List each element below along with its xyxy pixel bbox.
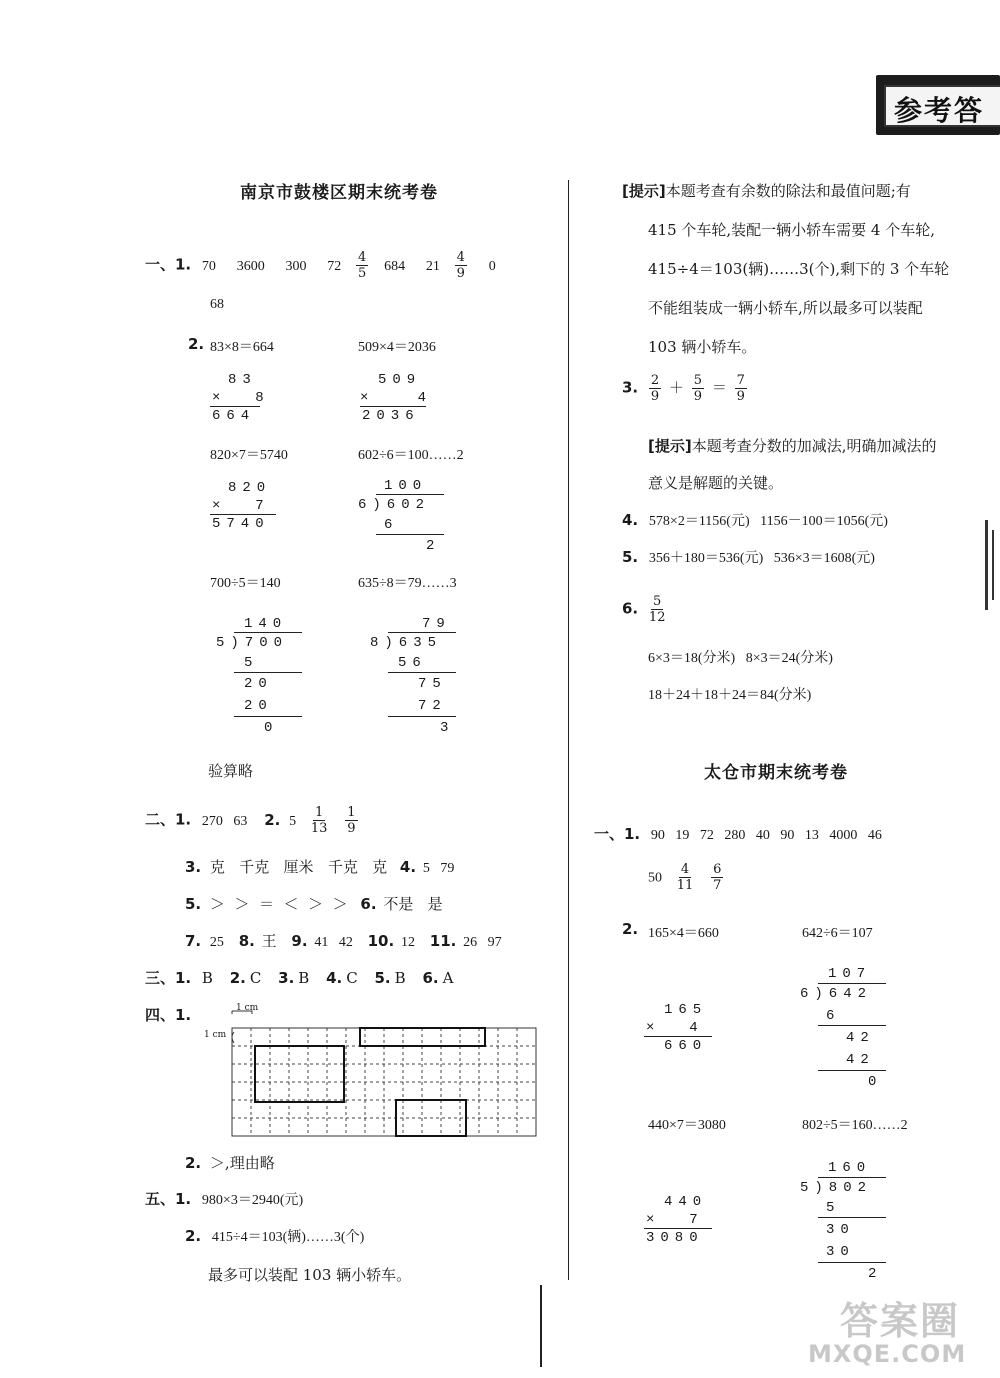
calc-line: 440	[664, 1194, 708, 1210]
tip-line: 415÷4＝103(辆)……3(个),剩下的 3 个车轮	[648, 260, 950, 278]
calc-rule	[818, 1177, 886, 1178]
calc-line: 20	[244, 676, 273, 692]
calc-line: × 7	[212, 498, 270, 514]
tip-line: [提示]本题考查有余数的除法和最值问题;有	[622, 182, 911, 200]
question-label: 2.	[622, 920, 639, 938]
calc-line: 160	[828, 1160, 872, 1176]
equation: 802÷5＝160……2	[802, 1118, 908, 1133]
equation: 700÷5＝140	[210, 576, 281, 591]
calc-line: 5)700	[216, 635, 289, 651]
question-label: 2.	[188, 335, 205, 353]
equation: 509×4＝2036	[358, 340, 436, 355]
calc-line: 72	[418, 698, 447, 714]
watermark-logo: 答案圈	[840, 1299, 961, 1343]
calc-line: 165	[664, 1002, 708, 1018]
question-6: 6. $\frac{5}{12}$	[622, 594, 666, 625]
fraction: $\frac{4}{11}$	[676, 862, 694, 893]
answer-text: 6×3＝18(分米) 8×3＝24(分米)	[648, 651, 833, 666]
calc-line: 509	[378, 372, 422, 388]
exam-title: 太仓市期末统考卷	[704, 763, 848, 783]
section-4-q2: 2. ＞,理由略	[185, 1154, 275, 1172]
page-fold-mark	[540, 1285, 542, 1367]
calc-rule	[644, 1228, 712, 1229]
calc-line: 2	[868, 1266, 883, 1282]
calc-rule	[818, 1070, 886, 1071]
calc-line: 0	[264, 720, 279, 736]
fraction: $\frac{7}{9}$	[736, 373, 745, 404]
tip-line: 103 辆小轿车。	[648, 338, 757, 356]
calc-rule	[818, 1217, 886, 1218]
section-2-q5: 5. ＞ ＞ ＝ ＜ ＞ ＞ 6. 不是 是	[185, 895, 443, 913]
calc-rule	[234, 672, 302, 673]
calc-line: 79	[422, 616, 451, 632]
section-5-q1: 五、1. 980×3＝2940(元)	[145, 1190, 304, 1208]
grid-scale-label: 1 cm	[236, 1003, 259, 1013]
column-divider	[568, 180, 569, 1280]
calc-rule	[234, 632, 302, 633]
equation: 440×7＝3080	[648, 1118, 726, 1133]
section-2-q3: 3. 克 千克 厘米 千克 克 4. 5 79	[185, 858, 455, 876]
question-5: 5. 356＋180＝536(元) 536×3＝1608(元)	[622, 548, 875, 566]
calc-line: 2036	[362, 408, 420, 424]
tip-line: 不能组装成一辆小轿车,所以最多可以装配	[648, 299, 923, 317]
calc-line: 6	[384, 517, 399, 533]
calc-line: 2	[426, 538, 441, 554]
calc-line: 5)802	[800, 1180, 873, 1196]
section-1-q1: 一、1. 90 19 72 280 40 90 13 4000 46	[594, 825, 882, 843]
tip-line: [提示]本题考查分数的加减法,明确加减法的	[648, 437, 937, 455]
fraction: $\frac{5}{12}$	[648, 594, 666, 625]
question-label: 四、1.	[145, 1006, 192, 1024]
question-4: 4. 578×2＝1156(元) 1156－100＝1056(元)	[622, 511, 888, 529]
section-3: 三、1. B 2. C 3. B 4. C 5. B 6. A	[145, 969, 454, 987]
page-edge-mark	[985, 520, 988, 610]
fraction: $\frac{6}{7}$	[713, 862, 722, 893]
calc-rule	[644, 1036, 712, 1037]
calc-line: 100	[384, 478, 428, 494]
calc-line: 42	[846, 1052, 875, 1068]
question-3: 3. $\frac{2}{9}$ ＋ $\frac{5}{9}$ ＝ $\frac{7}{9}$	[622, 373, 745, 404]
equation: 602÷6＝100……2	[358, 448, 464, 463]
fraction: $\frac{5}{9}$	[693, 373, 703, 404]
fraction: $\frac{1}{9}$	[347, 805, 356, 836]
section-2-q7: 7. 25 8. 王 9. 41 42 10. 12 11. 26 97	[185, 932, 502, 950]
section-5-q2: 2. 415÷4＝103(辆)……3(个)	[185, 1227, 365, 1245]
calc-line: 5	[244, 655, 259, 671]
calc-line: 0	[868, 1074, 883, 1090]
calc-line: 83	[228, 372, 257, 388]
calc-line: 140	[244, 616, 288, 632]
fraction: $\frac{4}{9}$	[456, 250, 465, 281]
calc-rule	[388, 716, 456, 717]
fraction: $\frac{1}{13}$	[310, 805, 328, 836]
section-1-q1-cont: 50 $\frac{4}{11}$ $\frac{6}{7}$	[648, 862, 722, 893]
calc-line: 8)635	[370, 635, 443, 651]
exam-title: 南京市鼓楼区期末统考卷	[240, 183, 438, 203]
calc-rule	[388, 632, 456, 633]
grid-scale-label: 1 cm	[204, 1030, 227, 1040]
calc-line: 42	[846, 1030, 875, 1046]
fraction: $\frac{4}{5}$	[358, 250, 367, 281]
calc-rule	[234, 716, 302, 717]
calc-line: 30	[826, 1222, 855, 1238]
calc-rule	[388, 672, 456, 673]
calc-rule	[210, 406, 260, 407]
calc-rule	[818, 1262, 886, 1263]
calc-line: 75	[418, 676, 447, 692]
calc-line: × 7	[646, 1212, 704, 1228]
fraction: $\frac{2}{9}$	[650, 373, 660, 404]
grid-drawing	[220, 1010, 550, 1140]
answer-text: 最多可以装配 103 辆小轿车。	[208, 1266, 412, 1284]
section-2-q1: 二、1. 270 63 2. 5 $\frac{1}{13}$ $\frac{1}{9}$	[145, 805, 356, 836]
calc-line: 5740	[212, 516, 270, 532]
calc-line: × 4	[360, 390, 433, 406]
equation: 165×4＝660	[648, 926, 719, 941]
calc-line: 20	[244, 698, 273, 714]
calc-rule	[376, 534, 444, 535]
calc-rule	[360, 406, 426, 407]
calc-rule	[376, 494, 444, 495]
calc-line: 6)642	[800, 986, 873, 1002]
calc-line: 107	[828, 966, 872, 982]
calc-rule	[818, 983, 886, 984]
calc-line: 6)602	[358, 497, 431, 513]
calc-line: 56	[398, 655, 427, 671]
calc-line: × 8	[212, 390, 270, 406]
tip-line: 意义是解题的关键。	[648, 474, 784, 492]
calc-line: 30	[826, 1244, 855, 1260]
calc-line: 5	[826, 1200, 841, 1216]
answer-text: 68	[210, 297, 224, 312]
page-edge-mark	[992, 530, 994, 600]
calc-line: 660	[664, 1038, 708, 1054]
equation: 83×8＝664	[210, 340, 274, 355]
answer-text: 验算略	[208, 762, 254, 780]
tip-line: 415 个车轮,装配一辆小轿车需要 4 个车轮,	[648, 221, 936, 239]
section-1-q1: 一、1. 70 3600 300 72 $\frac{4}{5}$ 684 21 $\frac{4}{9}$ 0	[145, 250, 496, 281]
question-label: 一、1.	[145, 255, 192, 274]
equation: 820×7＝5740	[210, 448, 288, 463]
equation: 635÷8＝79……3	[358, 576, 457, 591]
calc-line: 3	[440, 720, 455, 736]
calc-line: 820	[228, 480, 272, 496]
answer-text: 18＋24＋18＋24＝84(分米)	[648, 688, 812, 703]
calc-rule	[818, 1025, 886, 1026]
calc-line: 3080	[646, 1230, 704, 1246]
equation: 642÷6＝107	[802, 926, 873, 941]
section-tab-label: 参考答	[894, 94, 985, 127]
section-tab	[876, 75, 1000, 135]
calc-line: 6	[826, 1008, 841, 1024]
calc-line: 664	[212, 408, 256, 424]
calc-rule	[210, 514, 276, 515]
watermark-url: MXQE.COM	[808, 1340, 967, 1368]
calc-line: × 4	[646, 1020, 704, 1036]
